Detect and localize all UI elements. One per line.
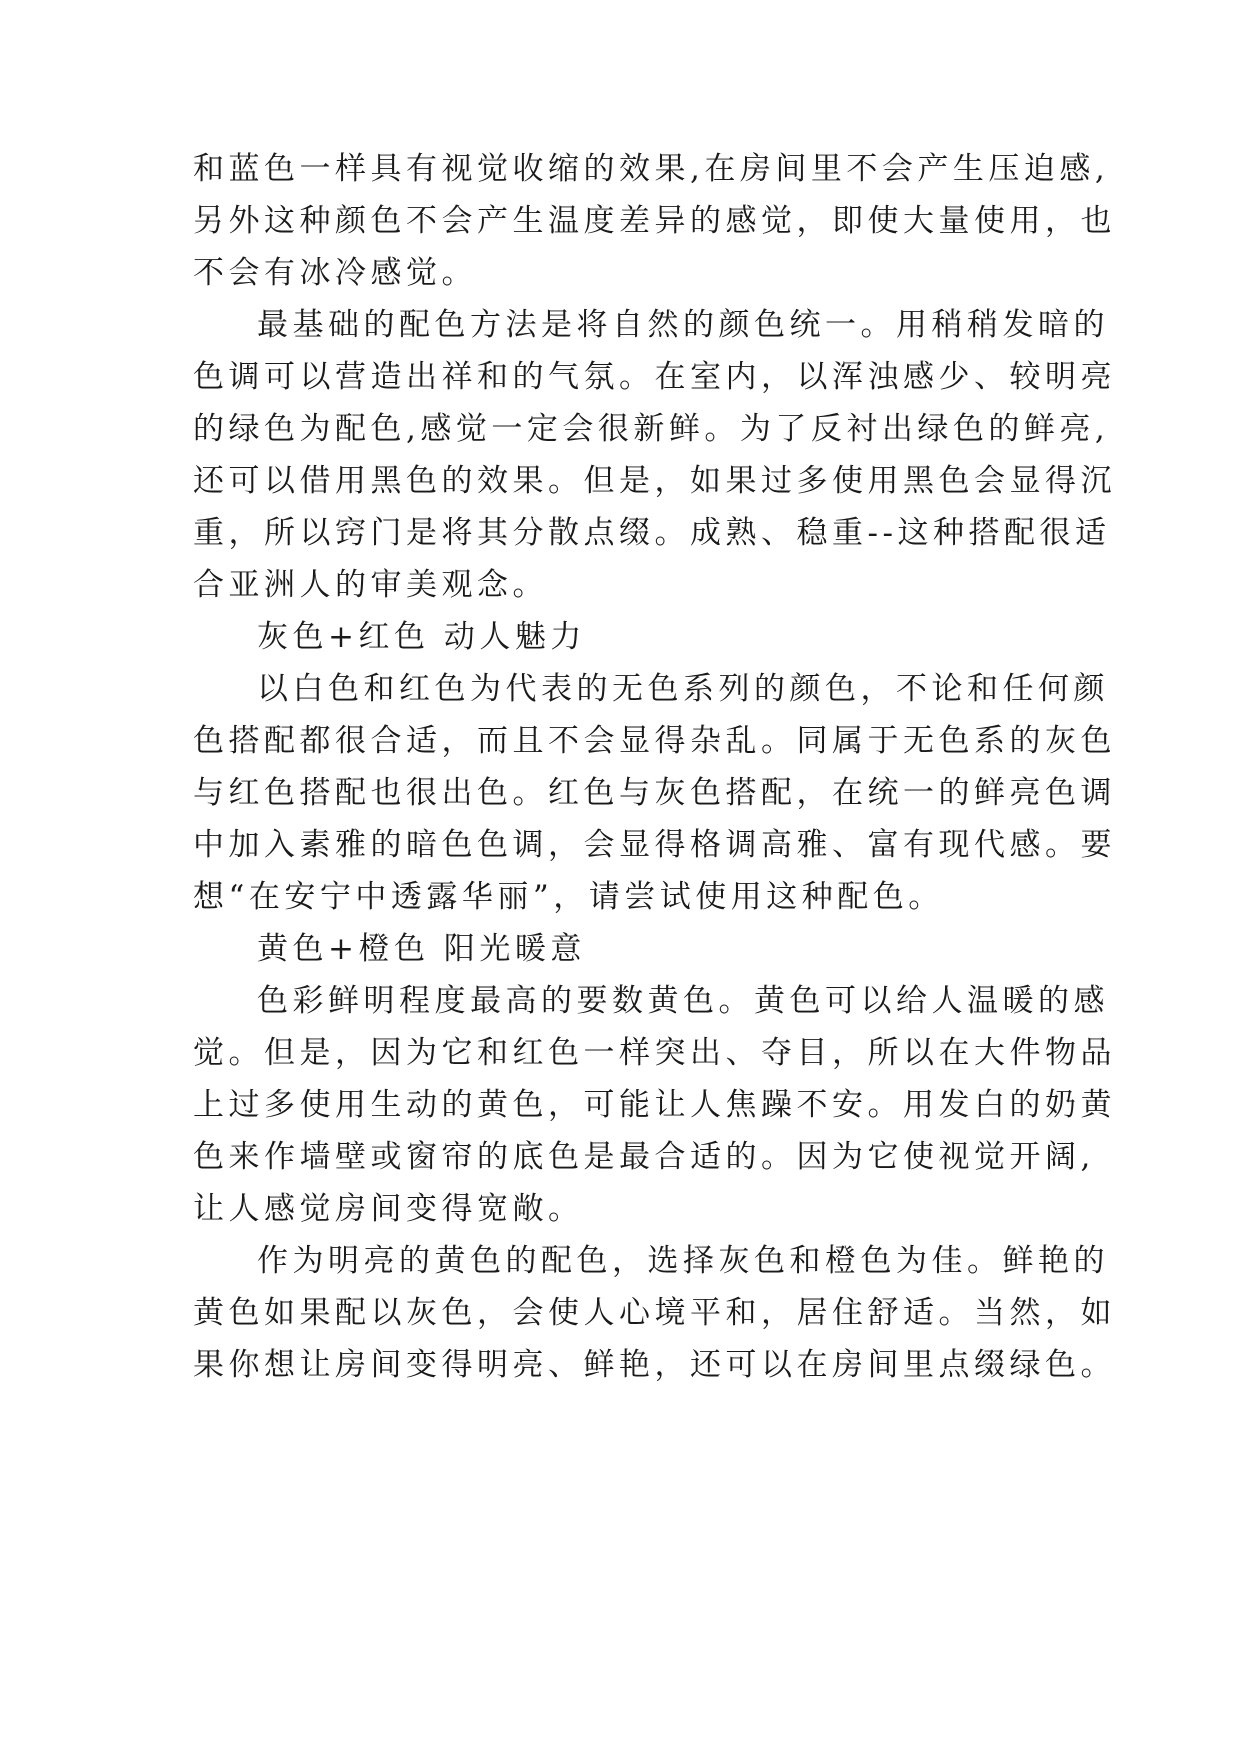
- text-line: 中加入素雅的暗色色调，会显得格调高雅、富有现代感。要: [193, 827, 1116, 863]
- text-line: 与红色搭配也很出色。红色与灰色搭配，在统一的鲜亮色调: [193, 775, 1116, 811]
- paragraph-first-line: 最基础的配色方法是将自然的颜色统一。用稍稍发暗的: [257, 307, 1109, 343]
- section-heading: 灰色+红色 动人魅力: [257, 619, 586, 655]
- text-line: 让人感觉房间变得宽敞。: [193, 1191, 584, 1227]
- text-line: 合亚洲人的审美观念。: [193, 567, 548, 603]
- text-line: 觉。但是，因为它和红色一样突出、夺目，所以在大件物品: [193, 1035, 1116, 1071]
- text-line: 上过多使用生动的黄色，可能让人焦躁不安。用发白的奶黄: [193, 1087, 1116, 1123]
- text-line: 的绿色为配色,感觉一定会很新鲜。为了反衬出绿色的鲜亮,: [193, 411, 1110, 447]
- text-line: 重，所以窍门是将其分散点缀。成熟、稳重--这种搭配很适: [193, 515, 1111, 551]
- text-line: 还可以借用黑色的效果。但是，如果过多使用黑色会显得沉: [193, 463, 1116, 499]
- text-line: 黄色如果配以灰色，会使人心境平和，居住舒适。当然，如: [193, 1295, 1116, 1331]
- paragraph-first-line: 作为明亮的黄色的配色，选择灰色和橙色为佳。鲜艳的: [257, 1243, 1109, 1279]
- text-line: 另外这种颜色不会产生温度差异的感觉，即使大量使用，也: [193, 203, 1116, 239]
- paragraph-first-line: 色彩鲜明程度最高的要数黄色。黄色可以给人温暖的感: [257, 983, 1109, 1019]
- text-line: 果你想让房间变得明亮、鲜艳，还可以在房间里点缀绿色。: [193, 1347, 1116, 1383]
- text-line: 不会有冰冷感觉。: [193, 255, 477, 291]
- text-line: 色调可以营造出祥和的气氛。在室内，以浑浊感少、较明亮: [193, 359, 1116, 395]
- section-heading: 黄色+橙色 阳光暖意: [257, 931, 586, 967]
- text-line: 色来作墙壁或窗帘的底色是最合适的。因为它使视觉开阔,: [193, 1139, 1095, 1175]
- text-line: 色搭配都很合适，而且不会显得杂乱。同属于无色系的灰色: [193, 723, 1116, 759]
- paragraph-first-line: 以白色和红色为代表的无色系列的颜色，不论和任何颜: [257, 671, 1109, 707]
- text-line: 想“在安宁中透露华丽”，请尝试使用这种配色。: [193, 879, 944, 915]
- text-line: 和蓝色一样具有视觉收缩的效果,在房间里不会产生压迫感,: [193, 151, 1110, 187]
